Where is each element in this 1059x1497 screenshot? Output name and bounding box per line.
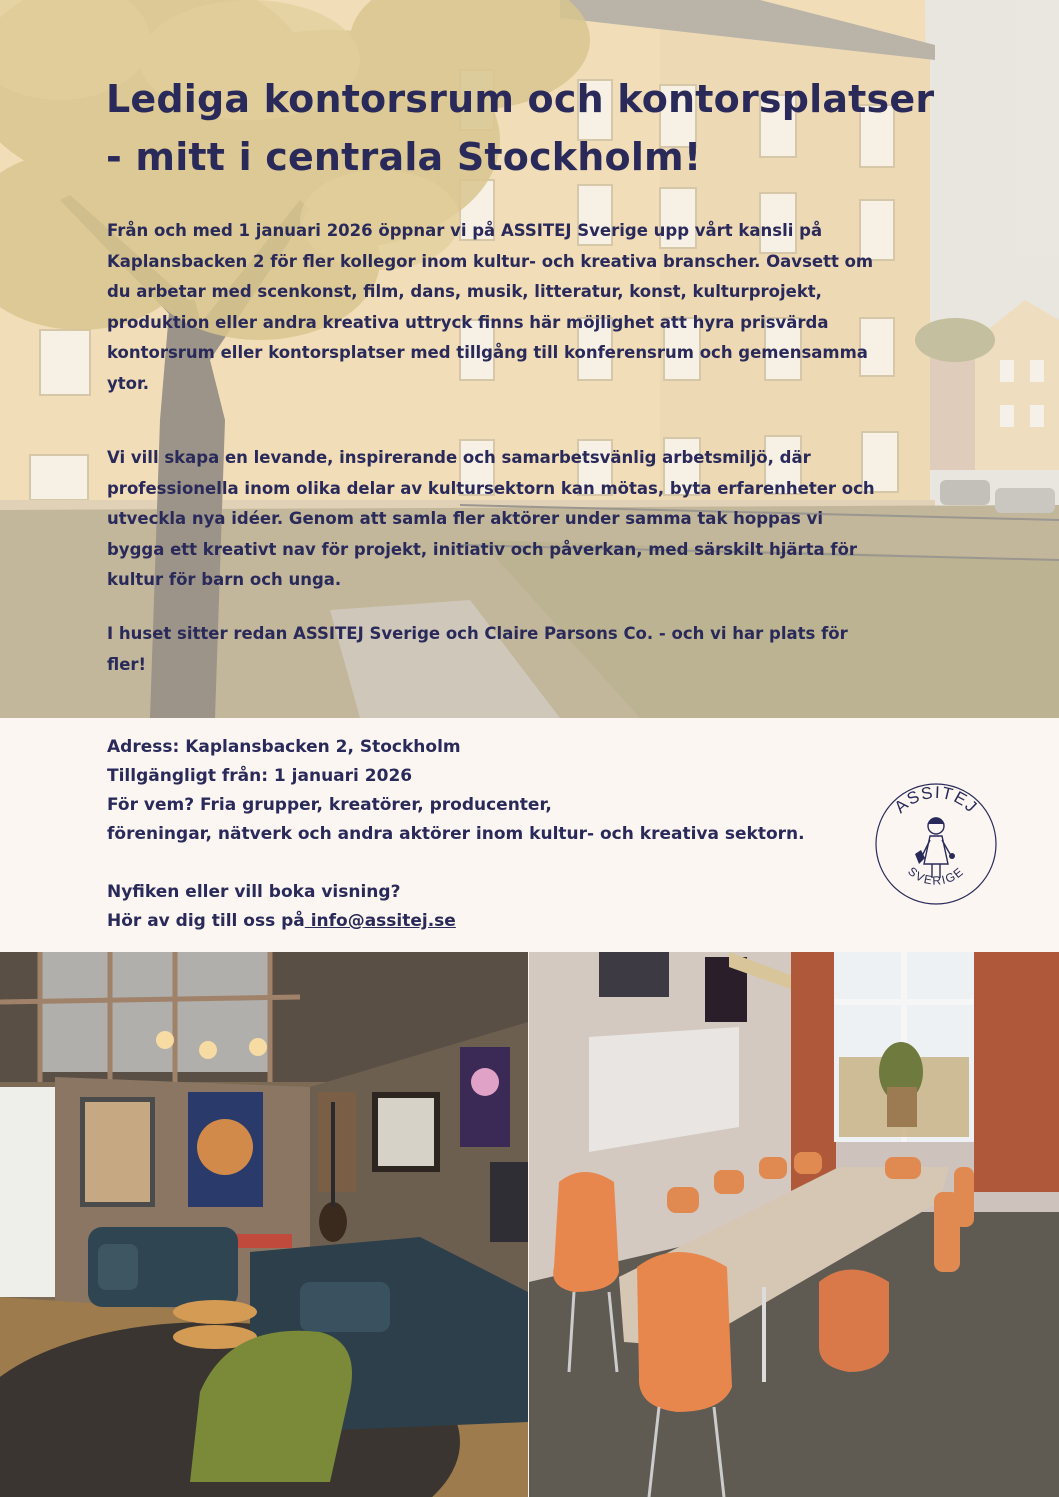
text-line: Vi vill skapa en levande, inspirerande och samarbetsvänlig arbetsmiljö, där xyxy=(107,448,811,467)
curious-line: Nyfiken eller vill boka visning? xyxy=(107,882,401,902)
svg-text:SVERIGE xyxy=(905,864,967,888)
info-section xyxy=(0,718,1059,952)
page-title xyxy=(106,70,986,186)
title-line-2: - mitt i centrala Stockholm! xyxy=(106,135,702,179)
title-line-1: Lediga kontorsrum och kontorsplatser xyxy=(106,77,935,121)
tenants-paragraph xyxy=(107,619,967,680)
text-line: produktion eller andra kreativa uttryck finns här möjlighet att hyra prisvärda xyxy=(107,312,829,332)
vision-paragraph xyxy=(107,443,967,596)
text-line: kultur för barn och unga. xyxy=(107,570,342,589)
svg-text:ASSITEJ xyxy=(891,783,982,817)
text-line: professionella inom olika delar av kultursektorn kan mötas, byta erfarenheter och xyxy=(107,478,875,498)
lounge-illustration xyxy=(0,952,528,1497)
text-line: du arbetar med scenkonst, film, dans, musik, litteratur, konst, kulturprojekt, xyxy=(107,282,822,301)
logo-top-text: ASSITEJ xyxy=(890,782,982,817)
text-line: ytor. xyxy=(107,373,150,393)
text-line: Från och med 1 januari 2026 öppnar vi på ASSITEJ Sverige upp vårt kansli på xyxy=(107,221,823,240)
contact-line xyxy=(107,907,456,936)
for-whom-line-1: För vem? Fria grupper, kreatörer, producenter, xyxy=(107,795,552,815)
contact-prefix: Hör av dig till oss på xyxy=(107,911,305,931)
text-line: kontorsrum eller kontorsplatser med tillgång till konferensrum och gemensamma xyxy=(107,343,868,362)
text-line: I huset sitter redan ASSITEJ Sverige och Claire Parsons Co. - och vi har plats för xyxy=(107,624,848,643)
text-line: Kaplansbacken 2 för fler kollegor inom kultur- och kreativa branscher. Oavsett om xyxy=(107,251,874,271)
conference-photo xyxy=(529,952,1059,1497)
hero-section xyxy=(0,0,1059,718)
text-line: bygga ett kreativt nav för projekt, initiativ och påverkan, med särskilt hjärta för xyxy=(107,539,858,559)
email-link[interactable]: info@assitej.se xyxy=(304,911,456,931)
lounge-photo xyxy=(0,952,528,1497)
available-line: Tillgängligt från: 1 januari 2026 xyxy=(107,766,413,786)
for-whom-line-2: föreningar, nätverk och andra aktörer inom kultur- och kreativa sektorn. xyxy=(107,824,805,844)
address-line: Adress: Kaplansbacken 2, Stockholm xyxy=(107,737,461,757)
assitej-child-logo-icon xyxy=(870,774,1002,906)
conference-illustration xyxy=(529,952,1059,1497)
text-line: utveckla nya idéer. Genom att samla fler aktörer under samma tak hoppas vi xyxy=(107,509,823,528)
text-line: fler! xyxy=(107,654,147,674)
intro-paragraph xyxy=(107,216,967,399)
logo-bottom-text: SVERIGE xyxy=(905,864,967,888)
